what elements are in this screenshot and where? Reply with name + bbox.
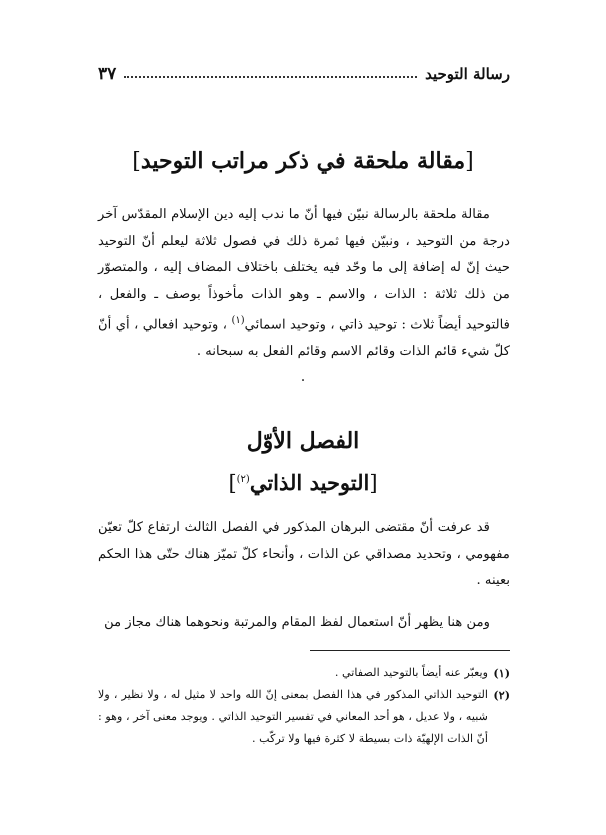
footnote (98, 684, 510, 750)
sub-title: التوحيد الذاتي (249, 470, 370, 495)
sub-close-bracket: ] (228, 471, 237, 495)
intro-paragraph (98, 202, 510, 365)
footnote-text: التوحيد الذاتي المذكور في هذا الفصل بمعنى إنّ الله واحد لا مثيل له ، ولا نظير ، ولا شبيه ، ولا عديل ، هو أحد المعاني في تفسير التوحيد الذاتي . ويوجد معنى آخر ، وهو : أنّ الذات الإلهيّة ذات بسيطة لا كثرة فيها ولا تركّب . (98, 688, 488, 745)
chapter-title: الفصل الأوّل (246, 428, 360, 454)
footnote-number: (٢) (493, 688, 510, 702)
footnotes (98, 662, 510, 750)
body-paragraph-1: قد عرفت أنّ مقتضى البرهان المذكور في الفصل الثالث ارتفاع كلّ تعيّن مفهومي ، وتحديد مصداقي عن الذات ، وأنحاء كلّ تميّز هناك حتّى هذا الحكم بعينه . (98, 520, 510, 588)
article-heading (0, 148, 606, 174)
footnote-ref-2: (٢) (236, 474, 250, 485)
intro-text-end: ، وتوحيد افعالي ، أي أنّ كلّ شيء قائم الذات وقائم الاسم وقائم الفعل به سبحانه . (98, 317, 510, 359)
running-title: رسالة التوحيد (425, 65, 510, 83)
intro-text: مقالة ملحقة بالرسالة نبيّن فيها أنّ ما ندب إليه دين الإسلام المقدّس آخر درجة من التوحيد ، ونبيّن فيها ثمرة ذلك في فصول ثلاثة ليعلم أنّ التوحيد حيث إنّ له إضافة إلى ما وحّد فيه يختلف باختلاف المضاف إليه ، والمتصوّر من ذلك ثلاثة : الذات ، والاسم ـ وهو الذات مأخوذاً بوصف ـ والفعل ، فالتوحيد أيضاً ثلاث : توحيد ذاتي ، وتوحيد اسمائي (98, 207, 510, 333)
chapter-subtitle (0, 470, 606, 495)
sub-open-bracket: [ (369, 471, 378, 495)
section-ornament: ٠ (299, 372, 307, 388)
dot-leader (124, 70, 417, 78)
footnote-ref-1: (١) (231, 315, 245, 326)
footnote-number: (١) (493, 666, 510, 680)
footnote (98, 662, 510, 684)
running-header (98, 64, 510, 84)
footnote-separator (310, 650, 510, 651)
open-bracket: [ (465, 149, 474, 174)
close-bracket: ] (132, 149, 141, 174)
footnote-text: ويعبّر عنه أيضاً بالتوحيد الصفاتي . (334, 666, 488, 679)
page-number: ٣٧ (98, 64, 117, 84)
body-paragraph-2: ومن هنا يظهر أنّ استعمال لفظ المقام والمرتبة ونحوهما هناك مجاز من (104, 615, 490, 630)
article-title: مقالة ملحقة في ذكر مراتب التوحيد (140, 148, 466, 174)
